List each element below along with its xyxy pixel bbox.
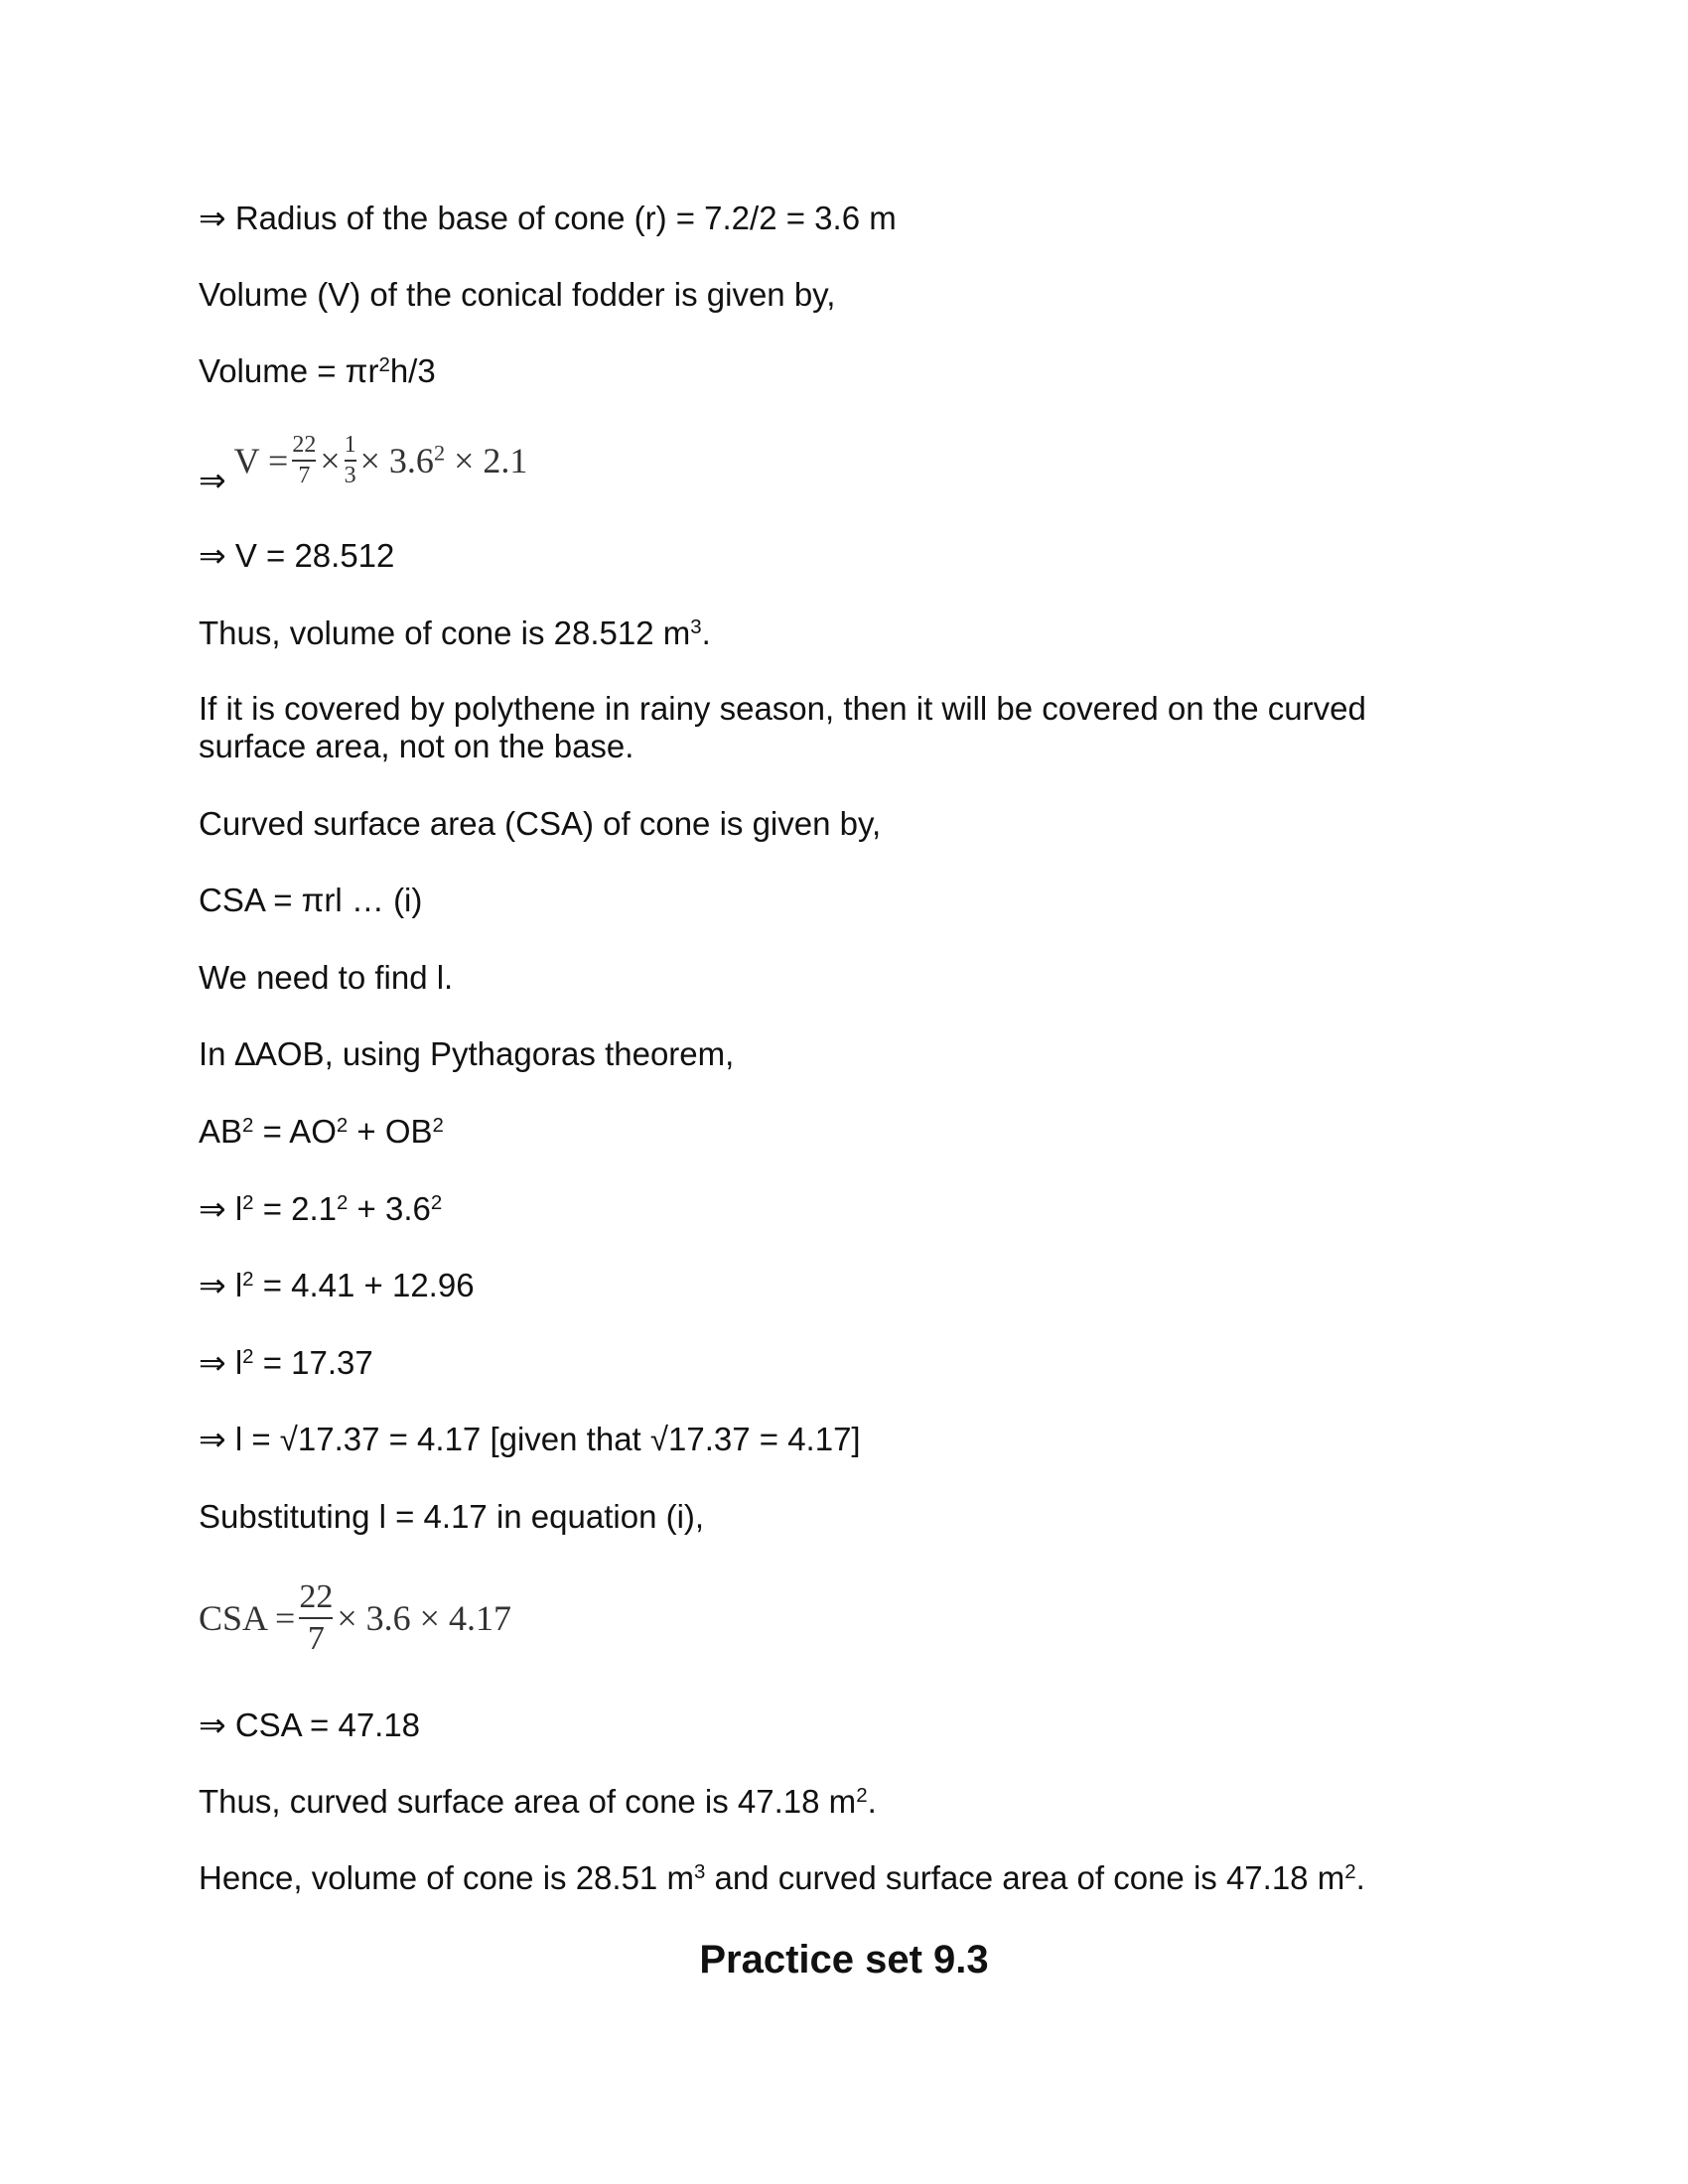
l-squared-eq-3: ⇒ $l^2 = 17.37$ [199, 1344, 373, 1381]
volume-intro: Volume (V) of the conical fodder is given by, [199, 276, 836, 313]
find-l-line: We need to find l. [199, 959, 454, 996]
l-squared-eq-1: ⇒ $l^2 = 2.1^2 + 3.6^2$ [199, 1190, 443, 1227]
fraction-1-3: $\frac{1}{3}$ [344, 431, 356, 488]
volume-result: ⇒ V = 28.512 [199, 537, 395, 574]
substituting-line: Substituting l = 4.17 in equation (i), [199, 1498, 705, 1535]
radius-line: ⇒ Radius of the base of cone (r) = 7.2/2 = 3.6 m [199, 200, 897, 236]
l-squared-eq-2: ⇒ $l^2 = 4.41 + 12.96$ [199, 1267, 475, 1303]
fraction-22-7: $\frac{22}{7}$ [292, 431, 317, 488]
volume-formula: Volume = $\pi r^2h/3$ [199, 352, 436, 389]
volume-equation: ⇒ V = $\frac{22}{7}$ × $\frac{1}{3}$ × $3.6^2 \times 2.1$ [199, 431, 528, 498]
csa-result: ⇒ CSA = 47.18 [199, 1706, 421, 1743]
csa-formula: CSA = πrl … (i) [199, 882, 423, 918]
hence-line: Hence, volume of cone is 28.51 $m^3$ and curved surface area of cone is 47.18 $m^2$. [199, 1859, 1365, 1896]
l-value-line: ⇒ l = √17.37 = 4.17 [given that √17.37 = 4.17] [199, 1421, 861, 1457]
csa-conclusion: Thus, curved surface area of cone is 47.18 $m^2$. [199, 1783, 877, 1820]
csa-intro: Curved surface area (CSA) of cone is given by, [199, 805, 882, 842]
pythagoras-line: In ∆AOB, using Pythagoras theorem, [199, 1035, 735, 1072]
section-heading: Practice set 9.3 [699, 1938, 989, 1981]
fraction-22-7-csa: $\frac{22}{7}$ [299, 1578, 334, 1657]
volume-conclusion: Thus, volume of cone is 28.512 $m^3$. [199, 614, 711, 651]
polythene-paragraph: If it is covered by polythene in rainy season, then it will be covered on the curved surface area, not on the base. [199, 690, 1366, 764]
csa-equation: CSA = $\frac{22}{7}$ × 3.6 × 4.17 [199, 1578, 511, 1657]
ab-equation: $AB^2 = AO^2 + OB^2$ [199, 1113, 444, 1150]
